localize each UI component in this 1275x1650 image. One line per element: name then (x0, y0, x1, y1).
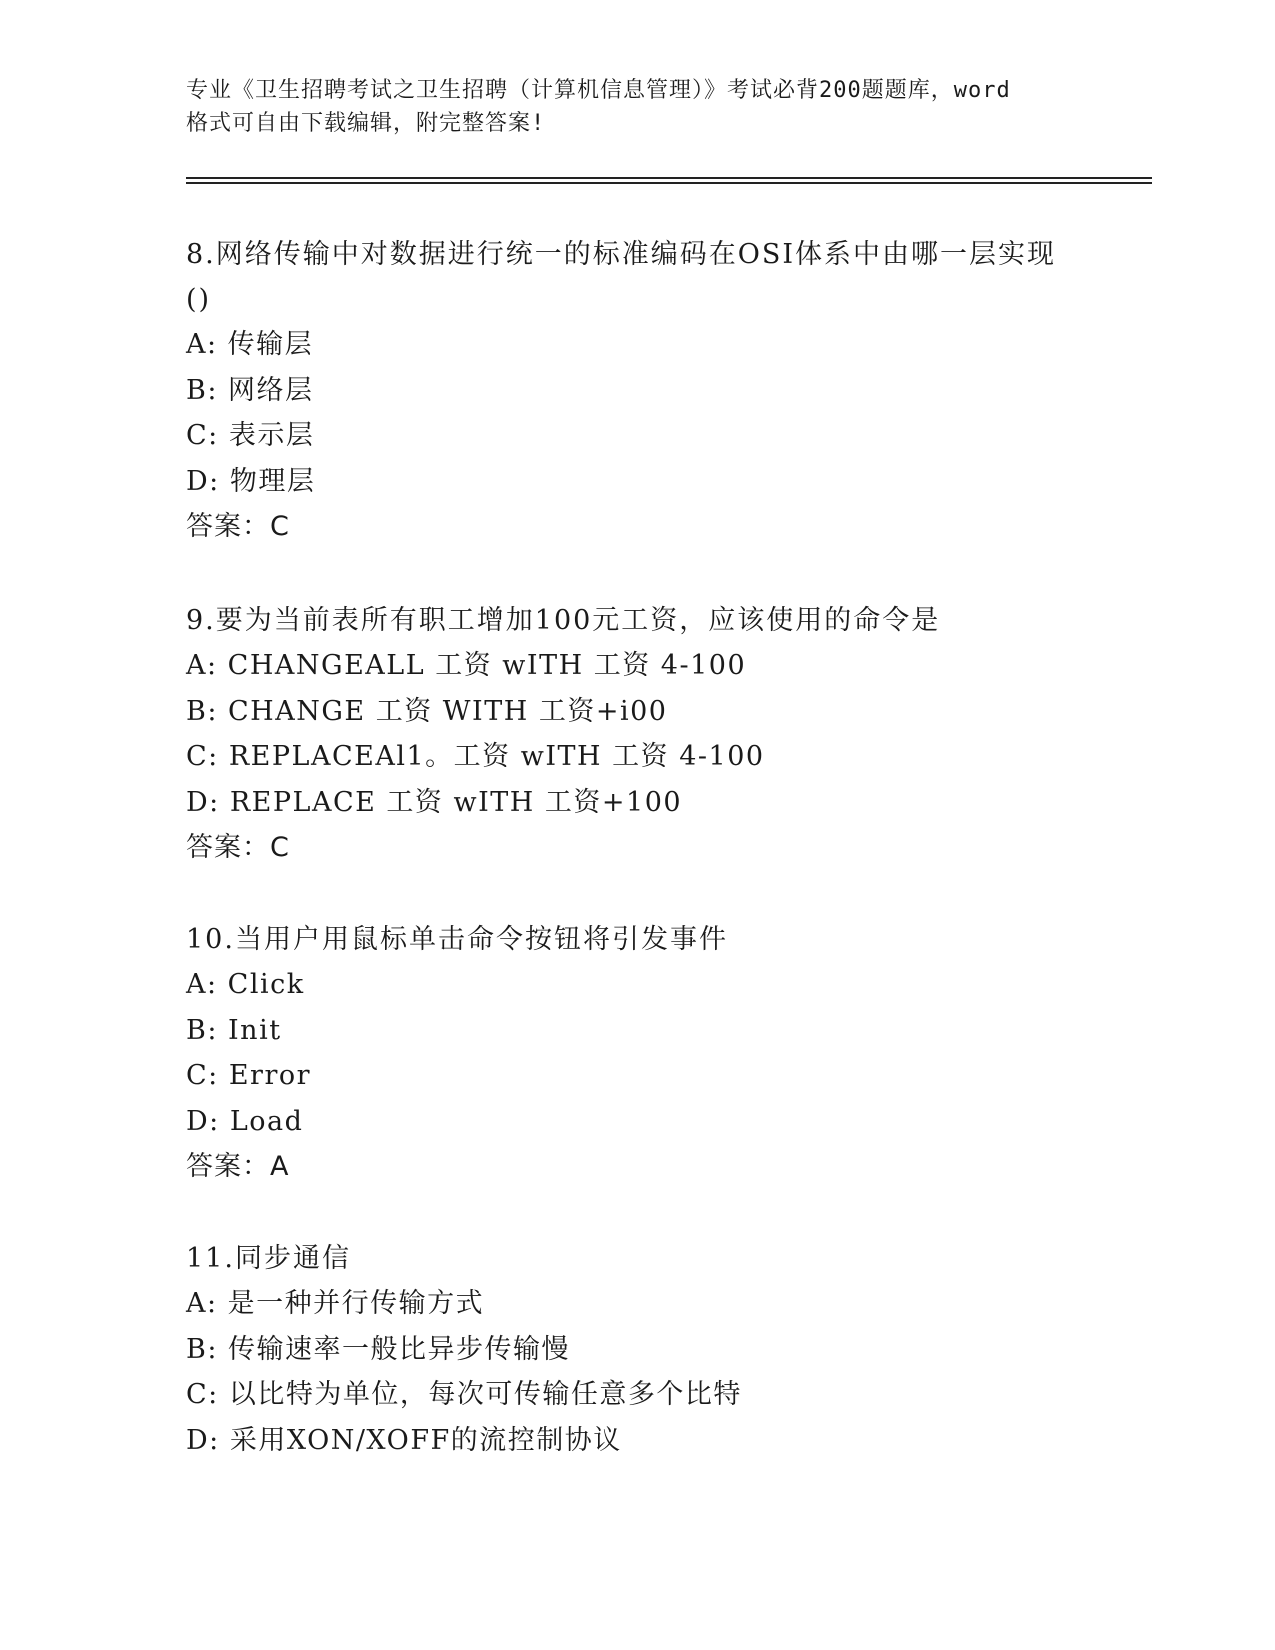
header-divider-top (186, 177, 1152, 179)
option-c: C: 以比特为单位，每次可传输任意多个比特 (186, 1379, 742, 1410)
option-c: C: REPLACEAl1。工资 wITH 工资 4-100 (186, 741, 765, 772)
header-divider-bottom (186, 182, 1152, 184)
option-a: A: 传输层 (186, 329, 314, 360)
question-8 (186, 232, 1106, 550)
question-9 (186, 598, 1106, 871)
option-c: C: 表示层 (186, 420, 315, 451)
question-11 (186, 1236, 1106, 1463)
option-a: A: 是一种并行传输方式 (186, 1288, 485, 1319)
question-stem-line-1: 10.当用户用鼠标单击命令按钮将引发事件 (186, 924, 728, 955)
header-line-1: 专业《卫生招聘考试之卫生招聘（计算机信息管理）》考试必背200题题库，word (186, 78, 1011, 103)
option-b: B: CHANGE 工资 WITH 工资+i00 (186, 695, 668, 727)
option-d: D: 采用XON/XOFF的流控制协议 (186, 1424, 622, 1456)
answer: 答案：C (186, 832, 290, 863)
header-line-2: 格式可自由下载编辑，附完整答案! (186, 111, 546, 136)
question-stem (186, 917, 1106, 962)
option-a: A: Click (186, 969, 305, 1000)
option-a: A: CHANGEALL 工资 wITH 工资 4-100 (186, 650, 747, 681)
answer: 答案：A (186, 1151, 290, 1182)
question-stem-line-1: 8.网络传输中对数据进行统一的标准编码在OSI体系中由哪一层实现 (186, 239, 1057, 270)
question-stem (186, 232, 1106, 322)
option-d: D: 物理层 (186, 465, 316, 497)
question-stem-line-1: 11.同步通信 (186, 1243, 351, 1274)
question-stem-line-1: 9.要为当前表所有职工增加100元工资，应该使用的命令是 (186, 605, 941, 636)
question-10 (186, 917, 1106, 1190)
option-b: B: Init (186, 1014, 282, 1046)
option-d: D: REPLACE 工资 wITH 工资+100 (186, 786, 683, 818)
document-header (186, 74, 1096, 140)
option-b: B: 传输速率一般比异步传输慢 (186, 1333, 571, 1365)
answer: 答案：C (186, 511, 290, 542)
option-c: C: Error (186, 1060, 312, 1091)
question-stem-line-2: () (186, 284, 212, 315)
question-stem (186, 1236, 1106, 1281)
option-d: D: Load (186, 1105, 304, 1137)
question-stem (186, 598, 1106, 643)
option-b: B: 网络层 (186, 374, 314, 406)
